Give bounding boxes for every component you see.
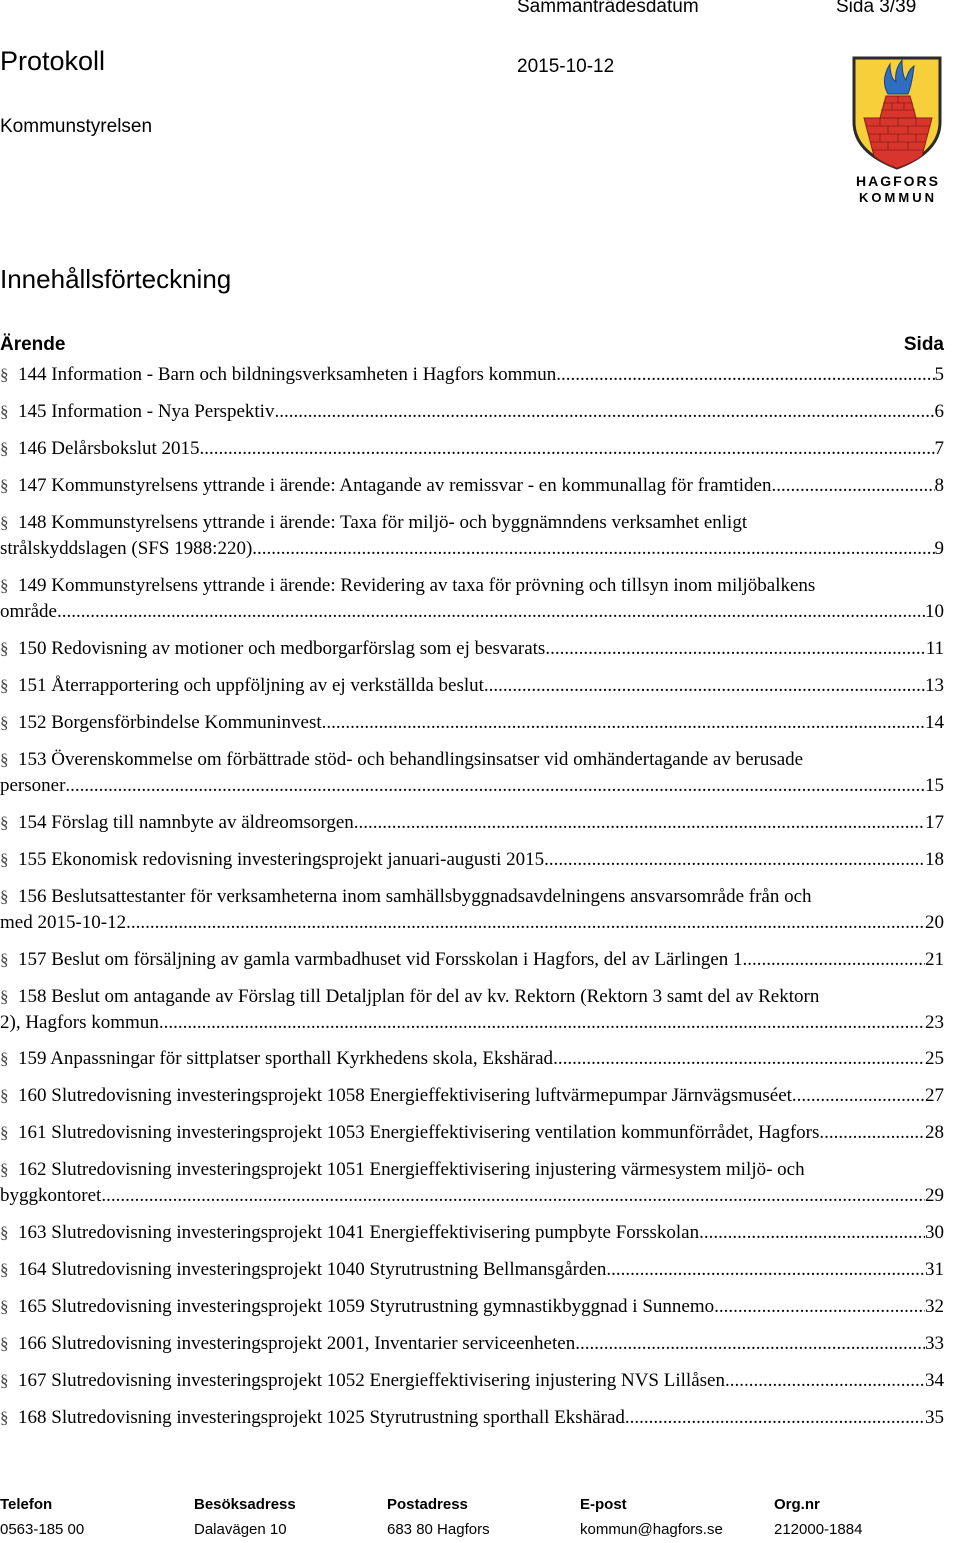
toc-dot-leader [699,1220,925,1246]
footer-postal-address: 683 80 Hagfors [387,1521,490,1538]
toc-entry-title: 161 Slutredovisning investeringsprojekt 1053 Energieffektivisering ventilation kommunförrådet, Hagfors [18,1122,820,1143]
toc-dot-leader [484,673,925,699]
toc-entry[interactable] [0,1368,944,1394]
section-symbol-icon: § [0,1297,9,1316]
toc-entry-title: 153 Överenskommelse om förbättrade stöd- och behandlingsinsatser vid omhändertagande av berusade [18,749,804,770]
toc-entry[interactable] [0,1331,944,1357]
toc-entry-title: 163 Slutredovisning investeringsprojekt 1041 Energieffektivisering pumpbyte Forsskolan [18,1222,700,1243]
section-symbol-icon: § [0,365,9,384]
toc-dot-leader [101,1183,925,1209]
section-symbol-icon: § [0,1123,9,1142]
toc-entry-page: 21 [925,949,944,970]
hagfors-logo-icon [850,56,946,204]
toc-dot-leader [771,473,934,499]
toc-entry-title: 164 Slutredovisning investeringsprojekt 1040 Styrutrustning Bellmansgården [18,1259,607,1280]
toc-entry-page: 28 [925,1122,944,1143]
toc-entry-title: 159 Anpassningar för sittplatser sporthall Kyrkhedens skola, Ekshärad [18,1048,554,1069]
toc-entry-title: 147 Kommunstyrelsens yttrande i ärende: Antagande av remissvar - en kommunallag för framtiden [18,475,772,496]
section-symbol-icon: § [0,639,9,658]
toc-entry-title: 150 Redovisning av motioner och medborgarförslag som ej besvarats [18,638,546,659]
toc-dot-leader [725,1368,925,1394]
section-symbol-icon: § [0,513,9,532]
toc-entry-title-continued: personer [0,775,66,796]
toc-dot-leader [556,362,934,388]
toc-column-arende: Ärende [0,334,66,355]
toc-entry[interactable] [0,362,944,388]
toc-entry-page: 5 [934,364,944,385]
toc-entry-title: 148 Kommunstyrelsens yttrande i ärende: Taxa för miljö- och byggnämndens verksamhet enligt [18,512,748,533]
section-symbol-icon: § [0,1371,9,1390]
toc-entry-page: 15 [925,775,944,796]
footer-phone-label: Telefon [0,1496,53,1513]
toc-entry-title: 145 Information - Nya Perspektiv [18,401,275,422]
toc-entry-page: 7 [934,438,944,459]
section-symbol-icon: § [0,1049,9,1068]
section-symbol-icon: § [0,476,9,495]
toc-dot-leader [252,536,934,562]
section-symbol-icon: § [0,887,9,906]
toc-entry-title: 144 Information - Barn och bildningsverksamheten i Hagfors kommun [18,364,557,385]
toc-entry[interactable] [0,1405,944,1431]
toc-entry-title: 167 Slutredovisning investeringsprojekt 1052 Energieffektivisering injustering NVS Lillåsen [18,1370,725,1391]
toc-entry[interactable] [0,436,944,462]
hagfors-kommun-logo [850,56,946,204]
toc-entry-title: 168 Slutredovisning investeringsprojekt 1025 Styrutrustning sporthall Ekshärad [18,1407,625,1428]
toc-column-sida: Sida [903,334,944,355]
toc-entry-title: 165 Slutredovisning investeringsprojekt 1059 Styrutrustning gymnastikbyggnad i Sunnemo [18,1296,715,1317]
toc-entry-title-continued: med 2015-10-12 [0,912,127,933]
toc-entry-page: 29 [925,1185,944,1206]
toc-entry[interactable] [0,573,944,625]
toc-entry-page: 34 [925,1370,944,1391]
toc-entry[interactable] [0,473,944,499]
toc-entry-title: 166 Slutredovisning investeringsprojekt 2001, Inventarier serviceenheten [18,1333,576,1354]
footer-orgnr: 212000-1884 [774,1521,863,1538]
toc-entry-page: 6 [934,401,944,422]
toc-entry-page: 23 [925,1012,944,1033]
toc-entry[interactable] [0,847,944,873]
toc-dot-leader [200,436,935,462]
toc-entry-title: 154 Förslag till namnbyte av äldreomsorgen [18,812,354,833]
toc-entry-page: 31 [925,1259,944,1280]
section-symbol-icon: § [0,713,9,732]
toc-dot-leader [743,947,926,973]
toc-entry-page: 8 [934,475,944,496]
toc-dot-leader [274,399,934,425]
footer-orgnr-label: Org.nr [774,1496,820,1513]
section-symbol-icon: § [0,1160,9,1179]
logo-text-bottom: KOMMUN [859,190,937,204]
toc-entry-title: 158 Beslut om antagande av Förslag till Detaljplan för del av kv. Rektorn (Rektorn 3 samt del av Rektorn [18,986,820,1007]
toc-entry[interactable] [0,947,944,973]
toc-dot-leader [65,773,925,799]
footer-email: kommun@hagfors.se [580,1521,723,1538]
toc-entry-title: 146 Delårsbokslut 2015 [18,438,200,459]
toc-entry[interactable] [0,984,944,1036]
toc-entry[interactable] [0,884,944,936]
toc-entry[interactable] [0,1257,944,1283]
toc-entry-page: 10 [925,601,944,622]
toc-entry-page: 13 [925,675,944,696]
toc-dot-leader [575,1331,925,1357]
toc-dot-leader [544,847,925,873]
toc-heading: Innehållsförteckning [0,264,232,294]
toc-entry[interactable] [0,747,944,799]
toc-dot-leader [625,1405,925,1431]
toc-entry-page: 11 [925,638,944,659]
toc-entry[interactable] [0,1157,944,1209]
toc-dot-leader [57,599,925,625]
toc-dot-leader [354,810,925,836]
toc-dot-leader [819,1120,925,1146]
section-symbol-icon: § [0,1086,9,1105]
footer-post-label: Postadress [387,1496,468,1513]
section-symbol-icon: § [0,1223,9,1242]
toc-entry-page: 20 [925,912,944,933]
toc-entry-title: 162 Slutredovisning investeringsprojekt 1051 Energieffektivisering injustering värmesystem miljö- och [18,1159,805,1180]
toc-entry[interactable] [0,1220,944,1246]
toc-entry[interactable] [0,510,944,562]
toc-entry-title: 152 Borgensförbindelse Kommuninvest [18,712,322,733]
toc-entry-page: 9 [934,538,944,559]
toc-dot-leader [159,1010,925,1036]
toc-entry[interactable] [0,636,944,662]
toc-entry-title-continued: område [0,601,57,622]
toc-entry-title-continued: 2), Hagfors kommun [0,1012,159,1033]
toc-entry-page: 33 [925,1333,944,1354]
footer-email-label: E-post [580,1496,627,1513]
toc-entry[interactable] [0,673,944,699]
toc-entry-page: 18 [925,849,944,870]
toc-dot-leader [714,1294,925,1320]
logo-text-top: HAGFORS [856,173,940,189]
organization-name: Kommunstyrelsen [0,116,153,137]
footer-phone: 0563-185 00 [0,1521,85,1538]
section-symbol-icon: § [0,813,9,832]
toc-entry-page: 17 [925,812,944,833]
section-symbol-icon: § [0,950,9,969]
toc-entry-title: 155 Ekonomisk redovisning investeringsprojekt januari-augusti 2015 [18,849,545,870]
toc-entry-title-continued: strålskyddslagen (SFS 1988:220) [0,538,253,559]
toc-entry[interactable] [0,399,944,425]
toc-dot-leader [545,636,925,662]
section-symbol-icon: § [0,576,9,595]
toc-entry-page: 25 [925,1048,944,1069]
toc-entry-page: 14 [925,712,944,733]
section-symbol-icon: § [0,439,9,458]
toc-dot-leader [322,710,925,736]
toc-entry-page: 35 [925,1407,944,1428]
toc-entry-title: 157 Beslut om försäljning av gamla varmbadhuset vid Forsskolan i Hagfors, del av Lärlingen 1 [18,949,743,970]
header-date-label: Sammanträdesdatum [517,0,699,17]
toc-entry-title: 156 Beslutsattestanter för verksamheterna inom samhällsbyggnadsavdelningens ansvarsområde från och [18,886,812,907]
section-symbol-icon: § [0,1334,9,1353]
page-number: Sida 3/39 [836,0,917,17]
section-symbol-icon: § [0,750,9,769]
toc-dot-leader [606,1257,925,1283]
section-symbol-icon: § [0,987,9,1006]
toc-entry-page: 32 [925,1296,944,1317]
toc-entry-page: 30 [925,1222,944,1243]
toc-entry[interactable] [0,710,944,736]
toc-dot-leader [126,910,925,936]
section-symbol-icon: § [0,1408,9,1427]
section-symbol-icon: § [0,402,9,421]
footer-visit-address: Dalavägen 10 [194,1521,287,1538]
toc-entry-title: 160 Slutredovisning investeringsprojekt 1058 Energieffektivisering luftvärmepumpar Järnvägsmuséet [18,1085,792,1106]
section-symbol-icon: § [0,676,9,695]
toc-entry[interactable] [0,810,944,836]
toc-entry[interactable] [0,1083,944,1109]
section-symbol-icon: § [0,850,9,869]
toc-entry-title-continued: byggkontoret [0,1185,102,1206]
toc-dot-leader [792,1083,925,1109]
document-title: Protokoll [0,46,106,76]
toc-entry-page: 27 [925,1085,944,1106]
meeting-date: 2015-10-12 [517,56,615,77]
toc-entry[interactable] [0,1046,944,1072]
toc-entry-title: 151 Återrapportering och uppföljning av ej verkställda beslut [18,675,484,696]
toc-entry[interactable] [0,1120,944,1146]
footer-visit-label: Besöksadress [194,1496,296,1513]
toc-dot-leader [553,1046,925,1072]
toc-entry-title: 149 Kommunstyrelsens yttrande i ärende: Revidering av taxa för prövning och tillsyn inom miljöbalkens [18,575,816,596]
section-symbol-icon: § [0,1260,9,1279]
toc-entry[interactable] [0,1294,944,1320]
